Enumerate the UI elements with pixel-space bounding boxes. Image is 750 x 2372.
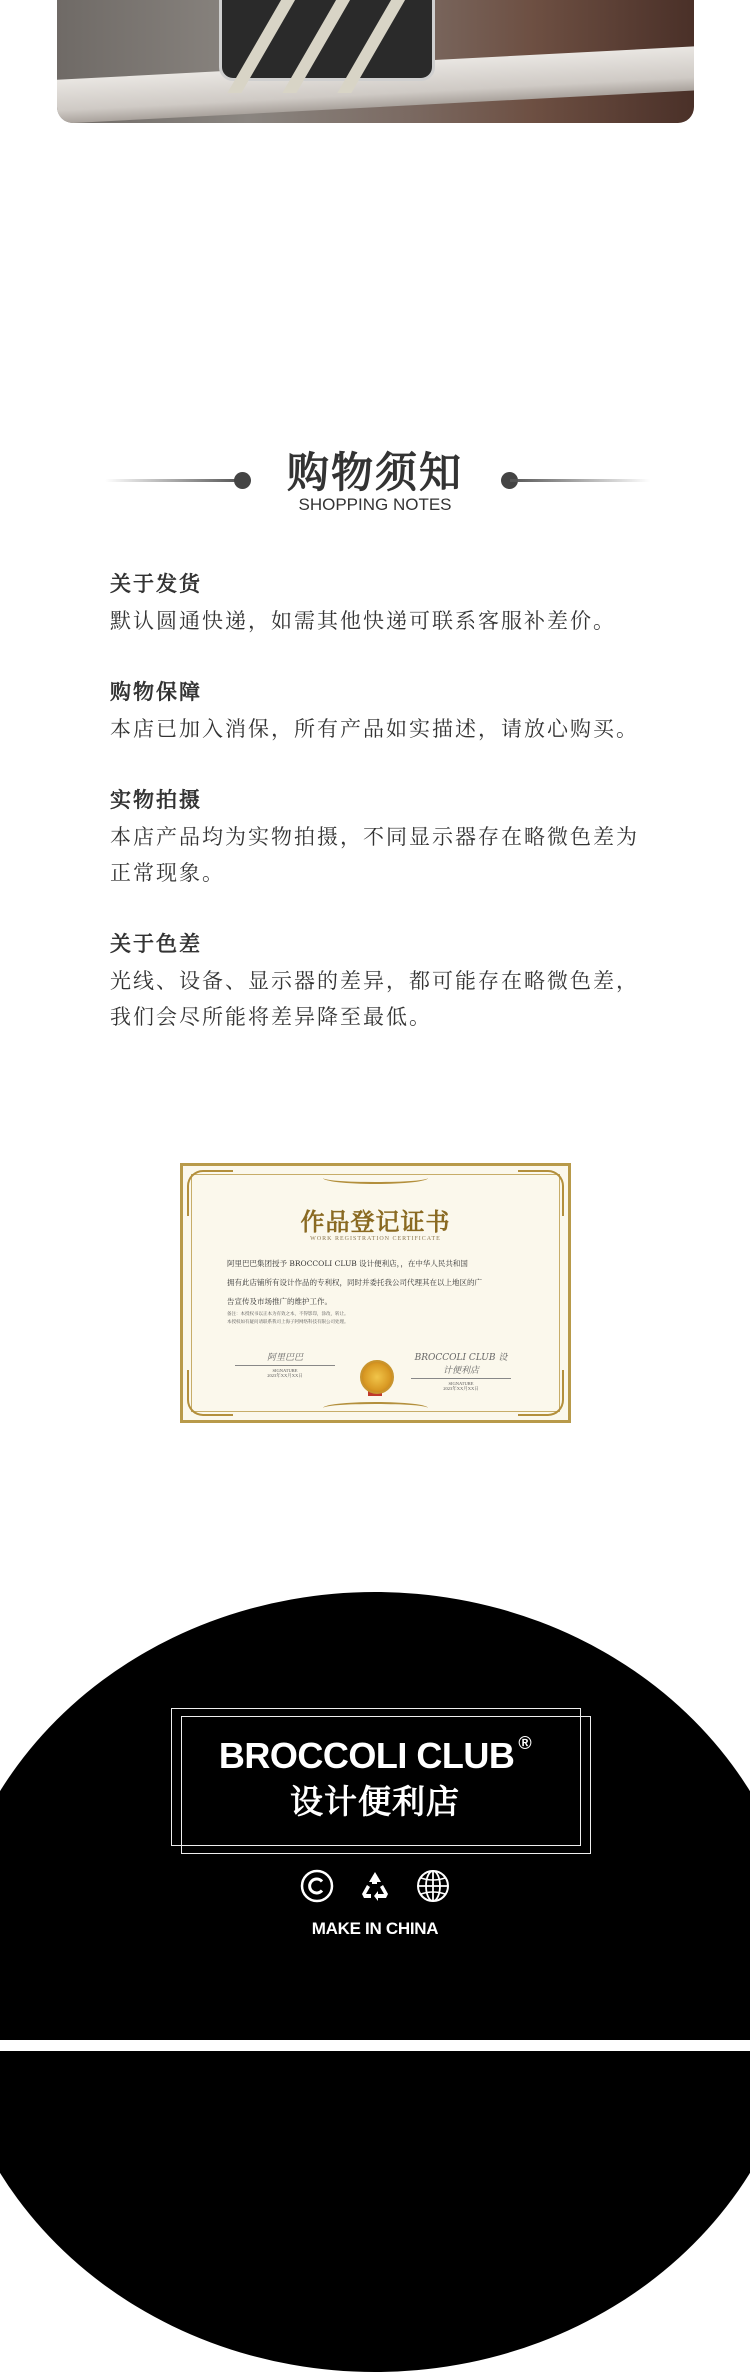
certificate-body-line: 阿里巴巴集团授予 BROCCOLI CLUB 设计便利店，，在中华人民共和国 [227,1259,468,1268]
registered-mark: ® [518,1733,532,1753]
certificate-body-line: 拥有此店铺所有设计作品的专利权，同时并委托我公司代理其在以上地区的广 [227,1278,482,1287]
note-text: 默认圆通快递，如需其他快递可联系客服补差价。 [110,609,616,633]
note-line: 正常现象。 [110,861,225,885]
note-line: 光线、设备、显示器的差异，都可能存在略微色差， [110,969,639,993]
note-text [110,963,670,1035]
note-heading: 购物保障 [110,680,202,704]
gold-seal-icon [360,1360,394,1394]
note-heading: 实物拍摄 [110,788,202,812]
certificate-body-line: 告宣传及市场推广的维护工作。 [227,1297,332,1306]
section-title: 购物须知 [286,448,463,497]
registration-certificate [180,1163,571,1423]
signature-label: SIGNATURE [272,1368,298,1373]
certificate-title: 作品登记证书 [300,1207,451,1236]
note-photos [110,785,670,891]
fine-print-line: 备注：本授权书以正本为有效之本，不得影印，涂改，转让。 [227,1312,349,1317]
signature-label: SIGNATURE [448,1381,474,1386]
signature-date: 2023年XX月XX日 [267,1373,303,1378]
note-heading: 关于色差 [110,932,202,956]
top-flourish [323,1172,428,1184]
footer-icons [0,1868,750,1904]
product-object [219,0,435,81]
globe-icon [415,1868,451,1904]
signature-right [411,1350,511,1392]
signature-left [235,1350,335,1379]
product-photo [57,0,694,123]
fine-print-line: 本授权如有疑问请联系我司上海子阿网络科技有限公司处理。 [227,1320,349,1325]
note-heading: 关于发货 [110,572,202,596]
product-stripe [337,0,420,93]
copyright-icon [299,1868,335,1904]
bottom-flourish [323,1402,428,1414]
brand-text: BROCCOLI CLUB [218,1735,515,1776]
signature-handwriting: BROCCOLI CLUB 设计便利店 [411,1350,511,1379]
note-guarantee [110,677,670,747]
note-line: 我们会尽所能将差异降至最低。 [110,1005,432,1029]
certificate-subtitle: WORK REGISTRATION CERTIFICATE [310,1236,441,1242]
signature-date: 2023年XX月XX日 [443,1386,479,1391]
certificate-body [227,1254,528,1311]
certificate-fine-print [227,1311,528,1327]
note-text: 本店已加入消保，所有产品如实描述，请放心购买。 [110,717,639,741]
note-shipping [110,569,670,639]
note-line: 本店产品均为实物拍摄，不同显示器存在略微色差为 [110,825,639,849]
section-subtitle: SHOPPING NOTES [298,495,452,514]
brand-name-cn: 设计便利店 [290,1782,460,1821]
signature-handwriting: 阿里巴巴 [235,1350,335,1366]
note-text [110,819,670,891]
corner-ornament [518,1370,564,1416]
bottom-margin [0,2040,750,2051]
corner-ornament [187,1370,233,1416]
made-in-label: MAKE IN CHINA [311,1919,439,1938]
recycle-icon [357,1868,393,1904]
brand-name [0,1735,750,1777]
header-line-right [510,479,650,482]
note-color-diff [110,929,670,1035]
